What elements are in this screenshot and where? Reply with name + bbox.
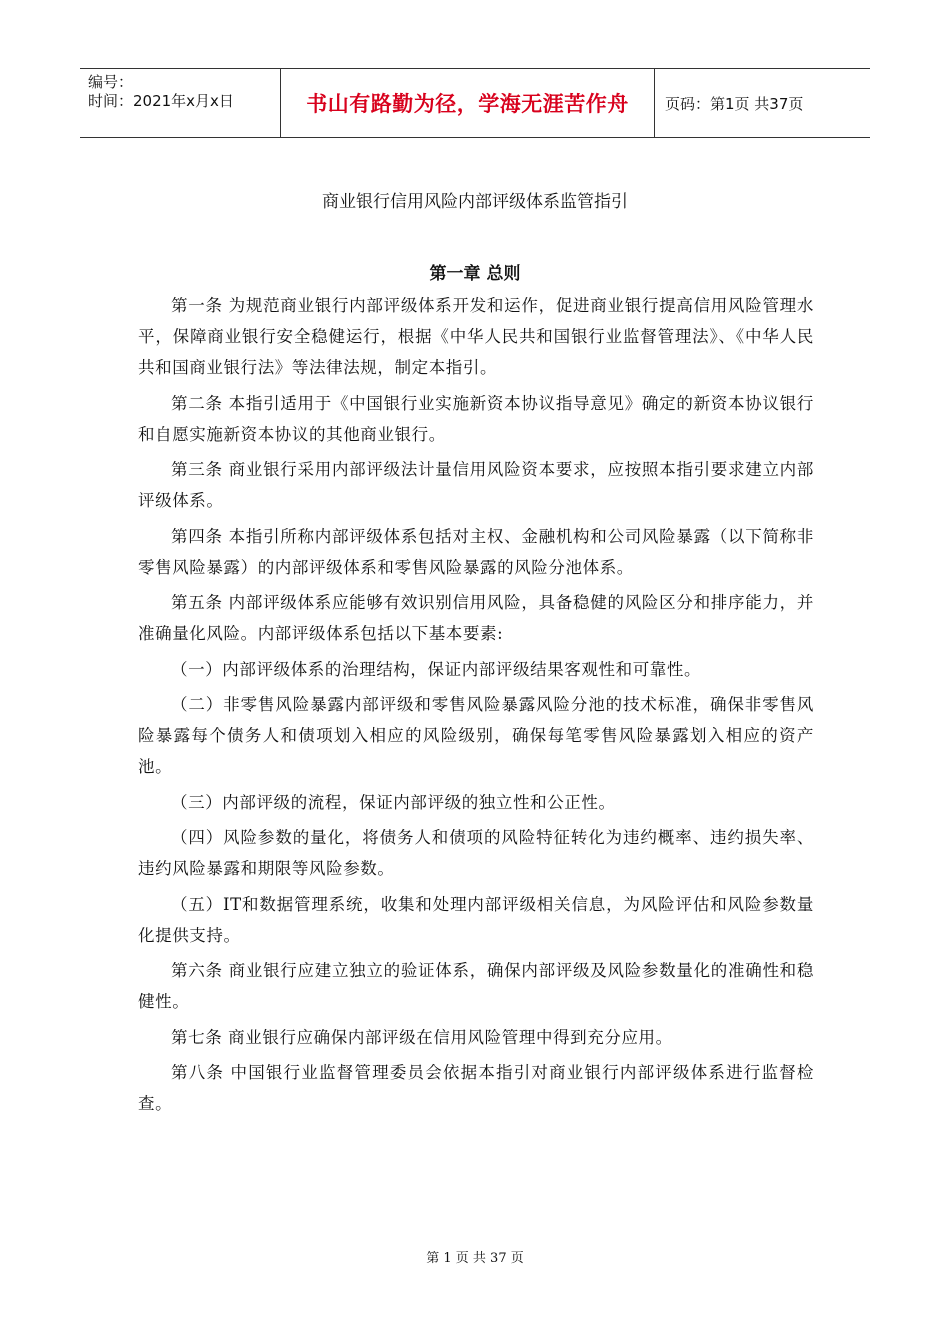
paragraph-item-4: （四）风险参数的量化，将债务人和债项的风险特征转化为违约概率、违约损失率、违约风险暴露和期限等风险参数。: [138, 828, 814, 878]
paragraph-item-5: （五）IT和数据管理系统，收集和处理内部评级相关信息，为风险评估和风险参数量化提供支持。: [138, 894, 814, 945]
paragraph-article-3: 第三条 商业银行采用内部评级法计量信用风险资本要求，应按照本指引要求建立内部评级体系。: [138, 460, 814, 510]
paragraph-article-5: 第五条 内部评级体系应能够有效识别信用风险，具备稳健的风险区分和排序能力，并准确量化风险。内部评级体系包括以下基本要素:: [138, 593, 814, 643]
chapter-heading: 第一章 总则: [429, 264, 521, 284]
paragraph-article-7: 第七条 商业银行应确保内部评级在信用风险管理中得到充分应用。: [171, 1027, 673, 1047]
header-number-label: 编号：: [88, 73, 134, 91]
paragraph-item-1: （一）内部评级体系的治理结构，保证内部评级结果客观性和可靠性。: [171, 659, 702, 679]
document-body: [138, 290, 814, 1124]
page-footer: 第 1 页 共 37 页: [426, 1251, 524, 1266]
paragraph-article-6: 第六条 商业银行应建立独立的验证体系，确保内部评级及风险参数量化的准确性和稳健性。: [138, 961, 814, 1011]
paragraph-article-1: 第一条 为规范商业银行内部评级体系开发和运作，促进商业银行提高信用风险管理水平，保障商业银行安全稳健运行，根据《中华人民共和国银行业监督管理法》、《中华人民共和国商业银行法》等法律法规，制定本指引。: [138, 296, 814, 377]
header-page-label: 页码：第1页 共37页: [665, 94, 804, 113]
page-header: [80, 68, 870, 138]
paragraph-item-3: （三）内部评级的流程，保证内部评级的独立性和公正性。: [171, 792, 616, 812]
paragraph-article-8: 第八条 中国银行业监督管理委员会依据本指引对商业银行内部评级体系进行监督检查。: [138, 1063, 814, 1113]
paragraph-article-2: 第二条 本指引适用于《中国银行业实施新资本协议指导意见》确定的新资本协议银行和自愿实施新资本协议的其他商业银行。: [138, 393, 814, 444]
header-motto: 书山有路勤为径，学海无涯苦作舟: [280, 69, 655, 137]
paragraph-article-4: 第四条 本指引所称内部评级体系包括对主权、金融机构和公司风险暴露（以下简称非零售风险暴露）的内部评级体系和零售风险暴露的风险分池体系。: [138, 526, 814, 577]
header-date-label: 时间：2021年x月x日: [88, 92, 234, 110]
paragraph-item-2: （二）非零售风险暴露内部评级和零售风险暴露风险分池的技术标准，确保非零售风险暴露每个债务人和债项划入相应的风险级别，确保每笔零售风险暴露划入相应的资产池。: [138, 695, 814, 776]
document-title: 商业银行信用风险内部评级体系监管指引: [322, 192, 628, 212]
header-meta: [80, 69, 280, 137]
